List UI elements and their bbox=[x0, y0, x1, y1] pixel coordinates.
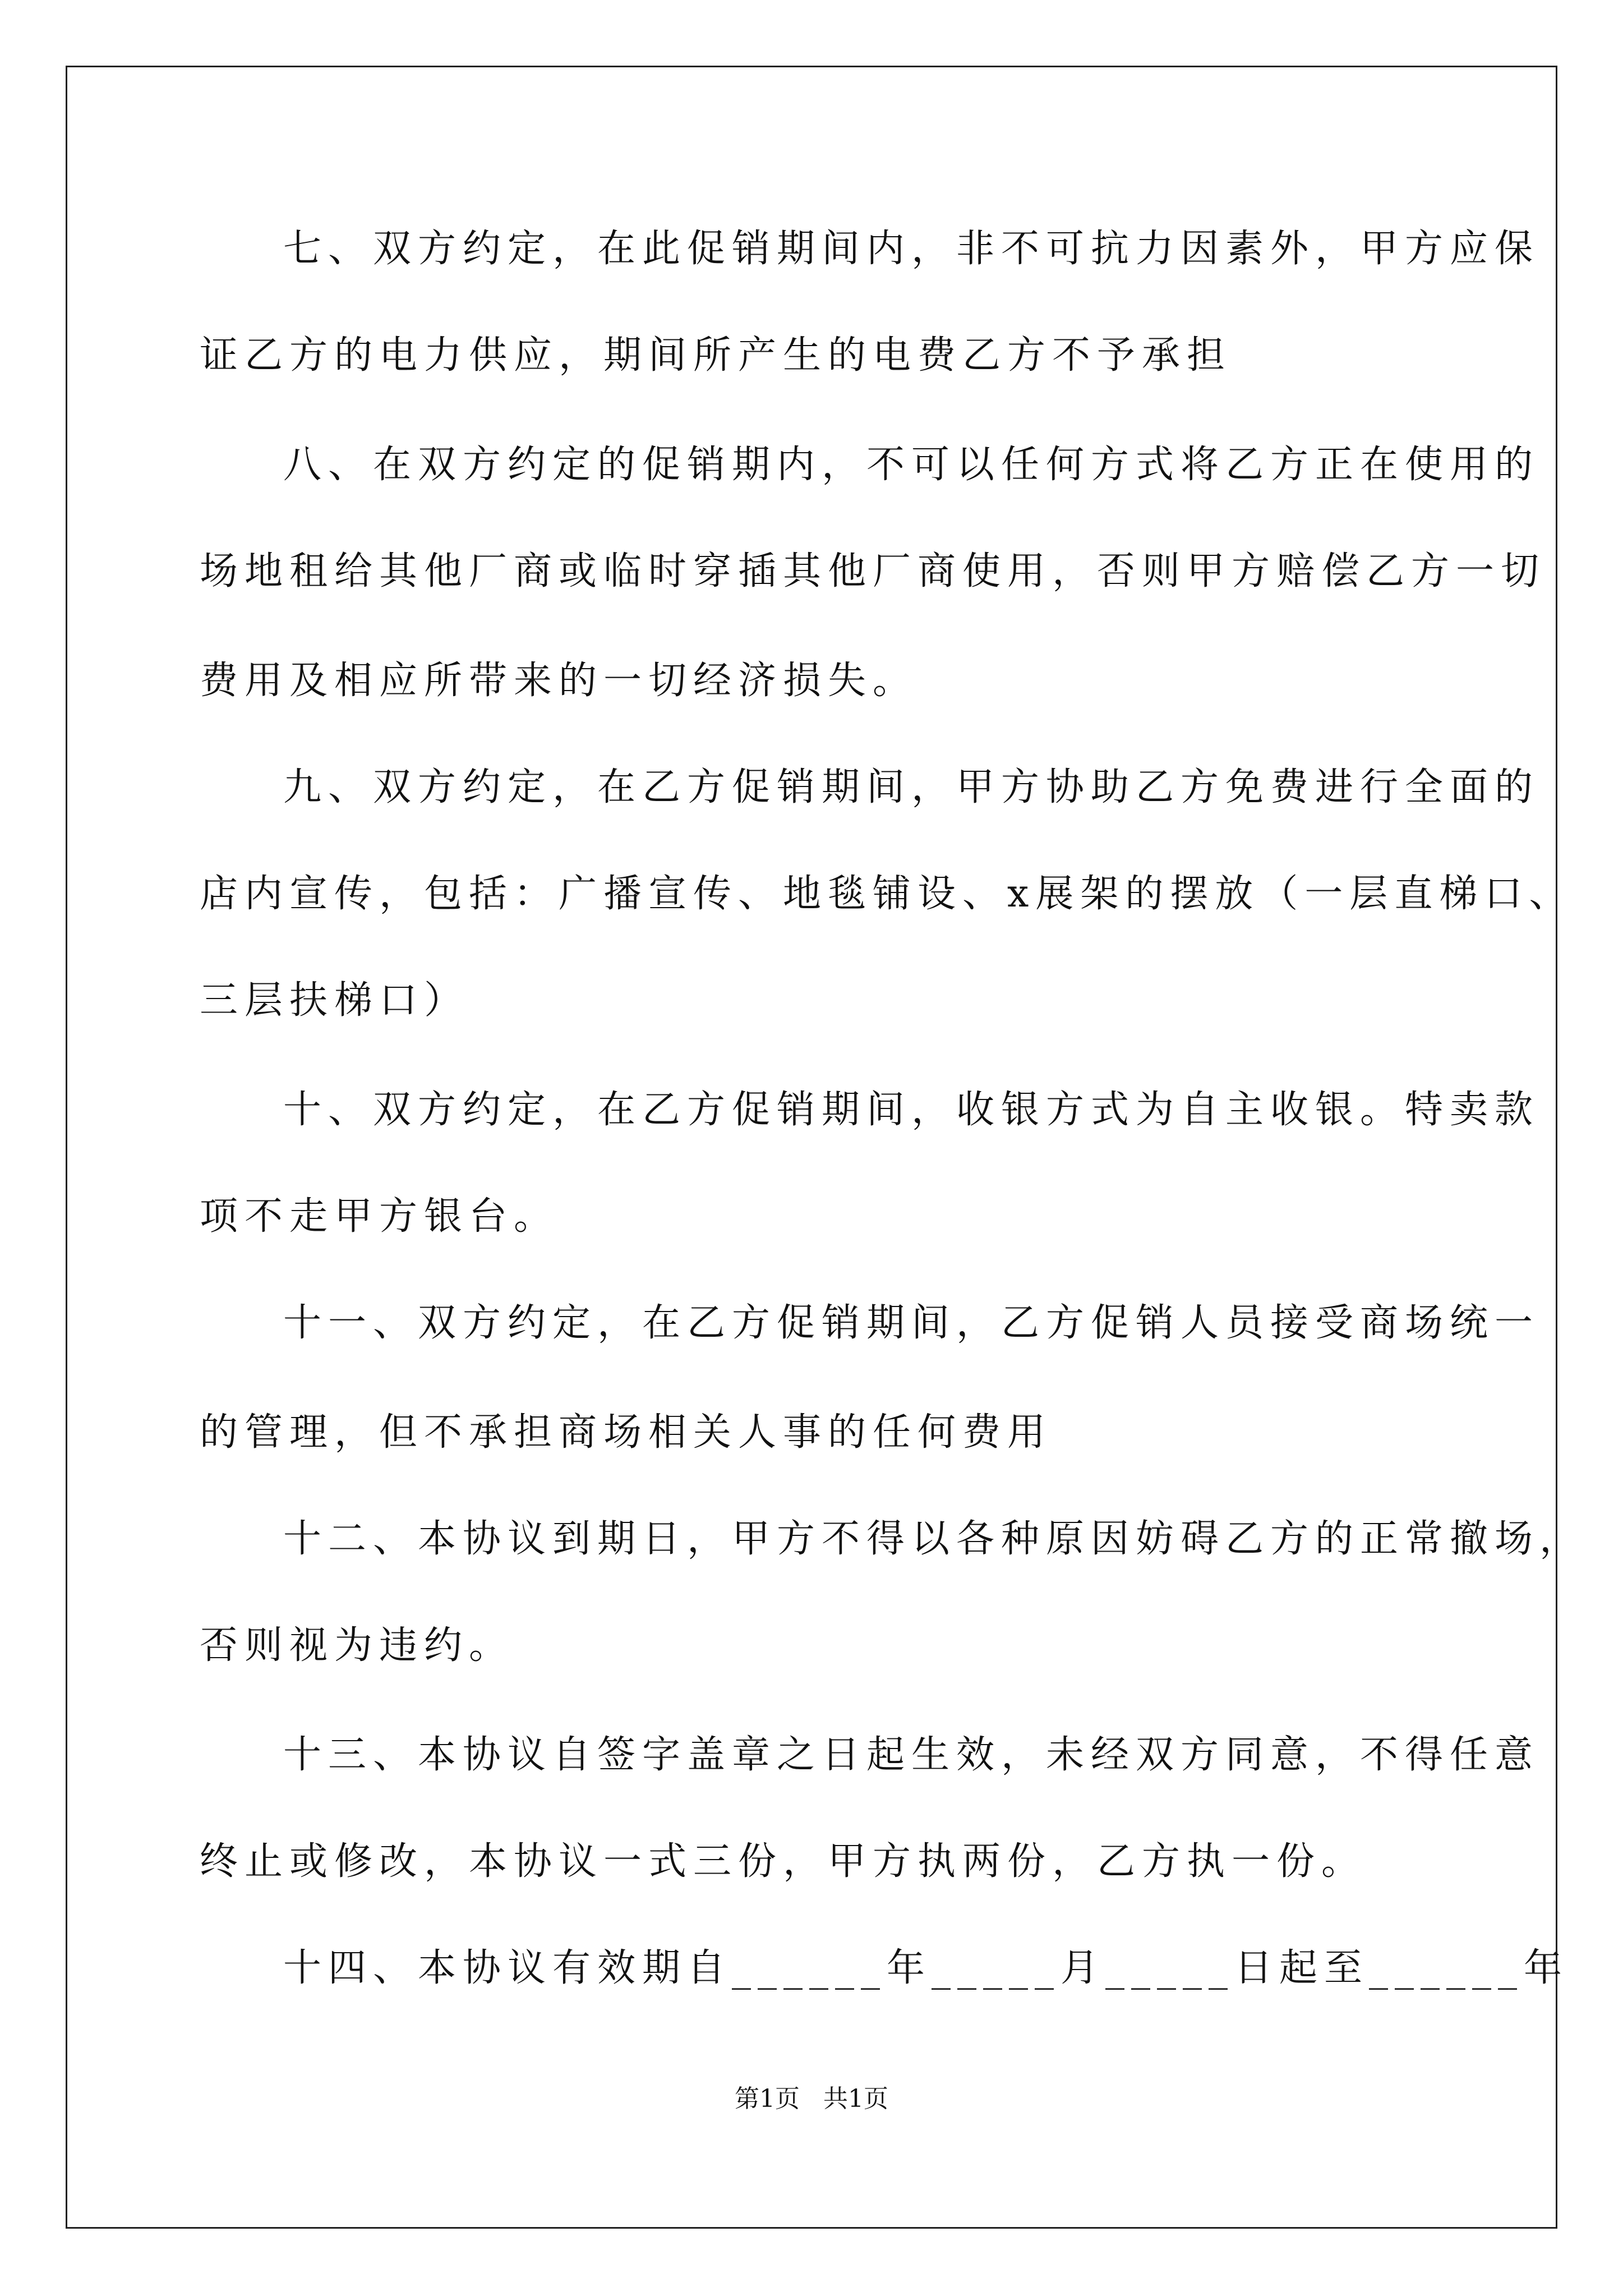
clause-14-line-1: 十四、本协议有效期自______年_____月_____日起至______年 bbox=[283, 1946, 1569, 1990]
clause-8-line-3: 费用及相应所带来的一切经济损失。 bbox=[200, 659, 918, 703]
clause-9-line-2: 店内宣传，包括：广播宣传、地毯铺设、x展架的摆放（一层直梯口、 bbox=[200, 872, 1574, 916]
clause-9-line-1: 九、双方约定，在乙方促销期间，甲方协助乙方免费进行全面的 bbox=[283, 765, 1540, 809]
clause-7-line-1: 七、双方约定，在此促销期间内，非不可抗力因素外，甲方应保 bbox=[283, 227, 1540, 271]
clause-11-line-2: 的管理，但不承担商场相关人事的任何费用 bbox=[200, 1410, 1053, 1455]
clause-8-line-1: 八、在双方约定的促销期内，不可以任何方式将乙方正在使用的 bbox=[283, 443, 1540, 487]
clause-12-line-1: 十二、本协议到期日，甲方不得以各种原因妨碍乙方的正常撤场， bbox=[283, 1517, 1585, 1561]
page-number-footer: 第1页 共1页 bbox=[735, 2085, 888, 2113]
page-border bbox=[66, 66, 1557, 2229]
clause-7-line-2: 证乙方的电力供应，期间所产生的电费乙方不予承担 bbox=[200, 333, 1232, 378]
clause-12-line-2: 否则视为违约。 bbox=[200, 1623, 514, 1668]
clause-8-line-2: 场地租给其他厂商或临时穿插其他厂商使用，否则甲方赔偿乙方一切 bbox=[200, 549, 1546, 593]
clause-11-line-1: 十一、双方约定，在乙方促销期间，乙方促销人员接受商场统一 bbox=[283, 1301, 1540, 1345]
clause-10-line-1: 十、双方约定，在乙方促销期间，收银方式为自主收银。特卖款 bbox=[283, 1088, 1540, 1132]
clause-10-line-2: 项不走甲方银台。 bbox=[200, 1194, 559, 1239]
clause-9-line-3: 三层扶梯口） bbox=[200, 978, 469, 1023]
clause-13-line-1: 十三、本协议自签字盖章之日起生效，未经双方同意，不得任意 bbox=[283, 1733, 1540, 1777]
clause-13-line-2: 终止或修改，本协议一式三份，甲方执两份，乙方执一份。 bbox=[200, 1839, 1367, 1884]
